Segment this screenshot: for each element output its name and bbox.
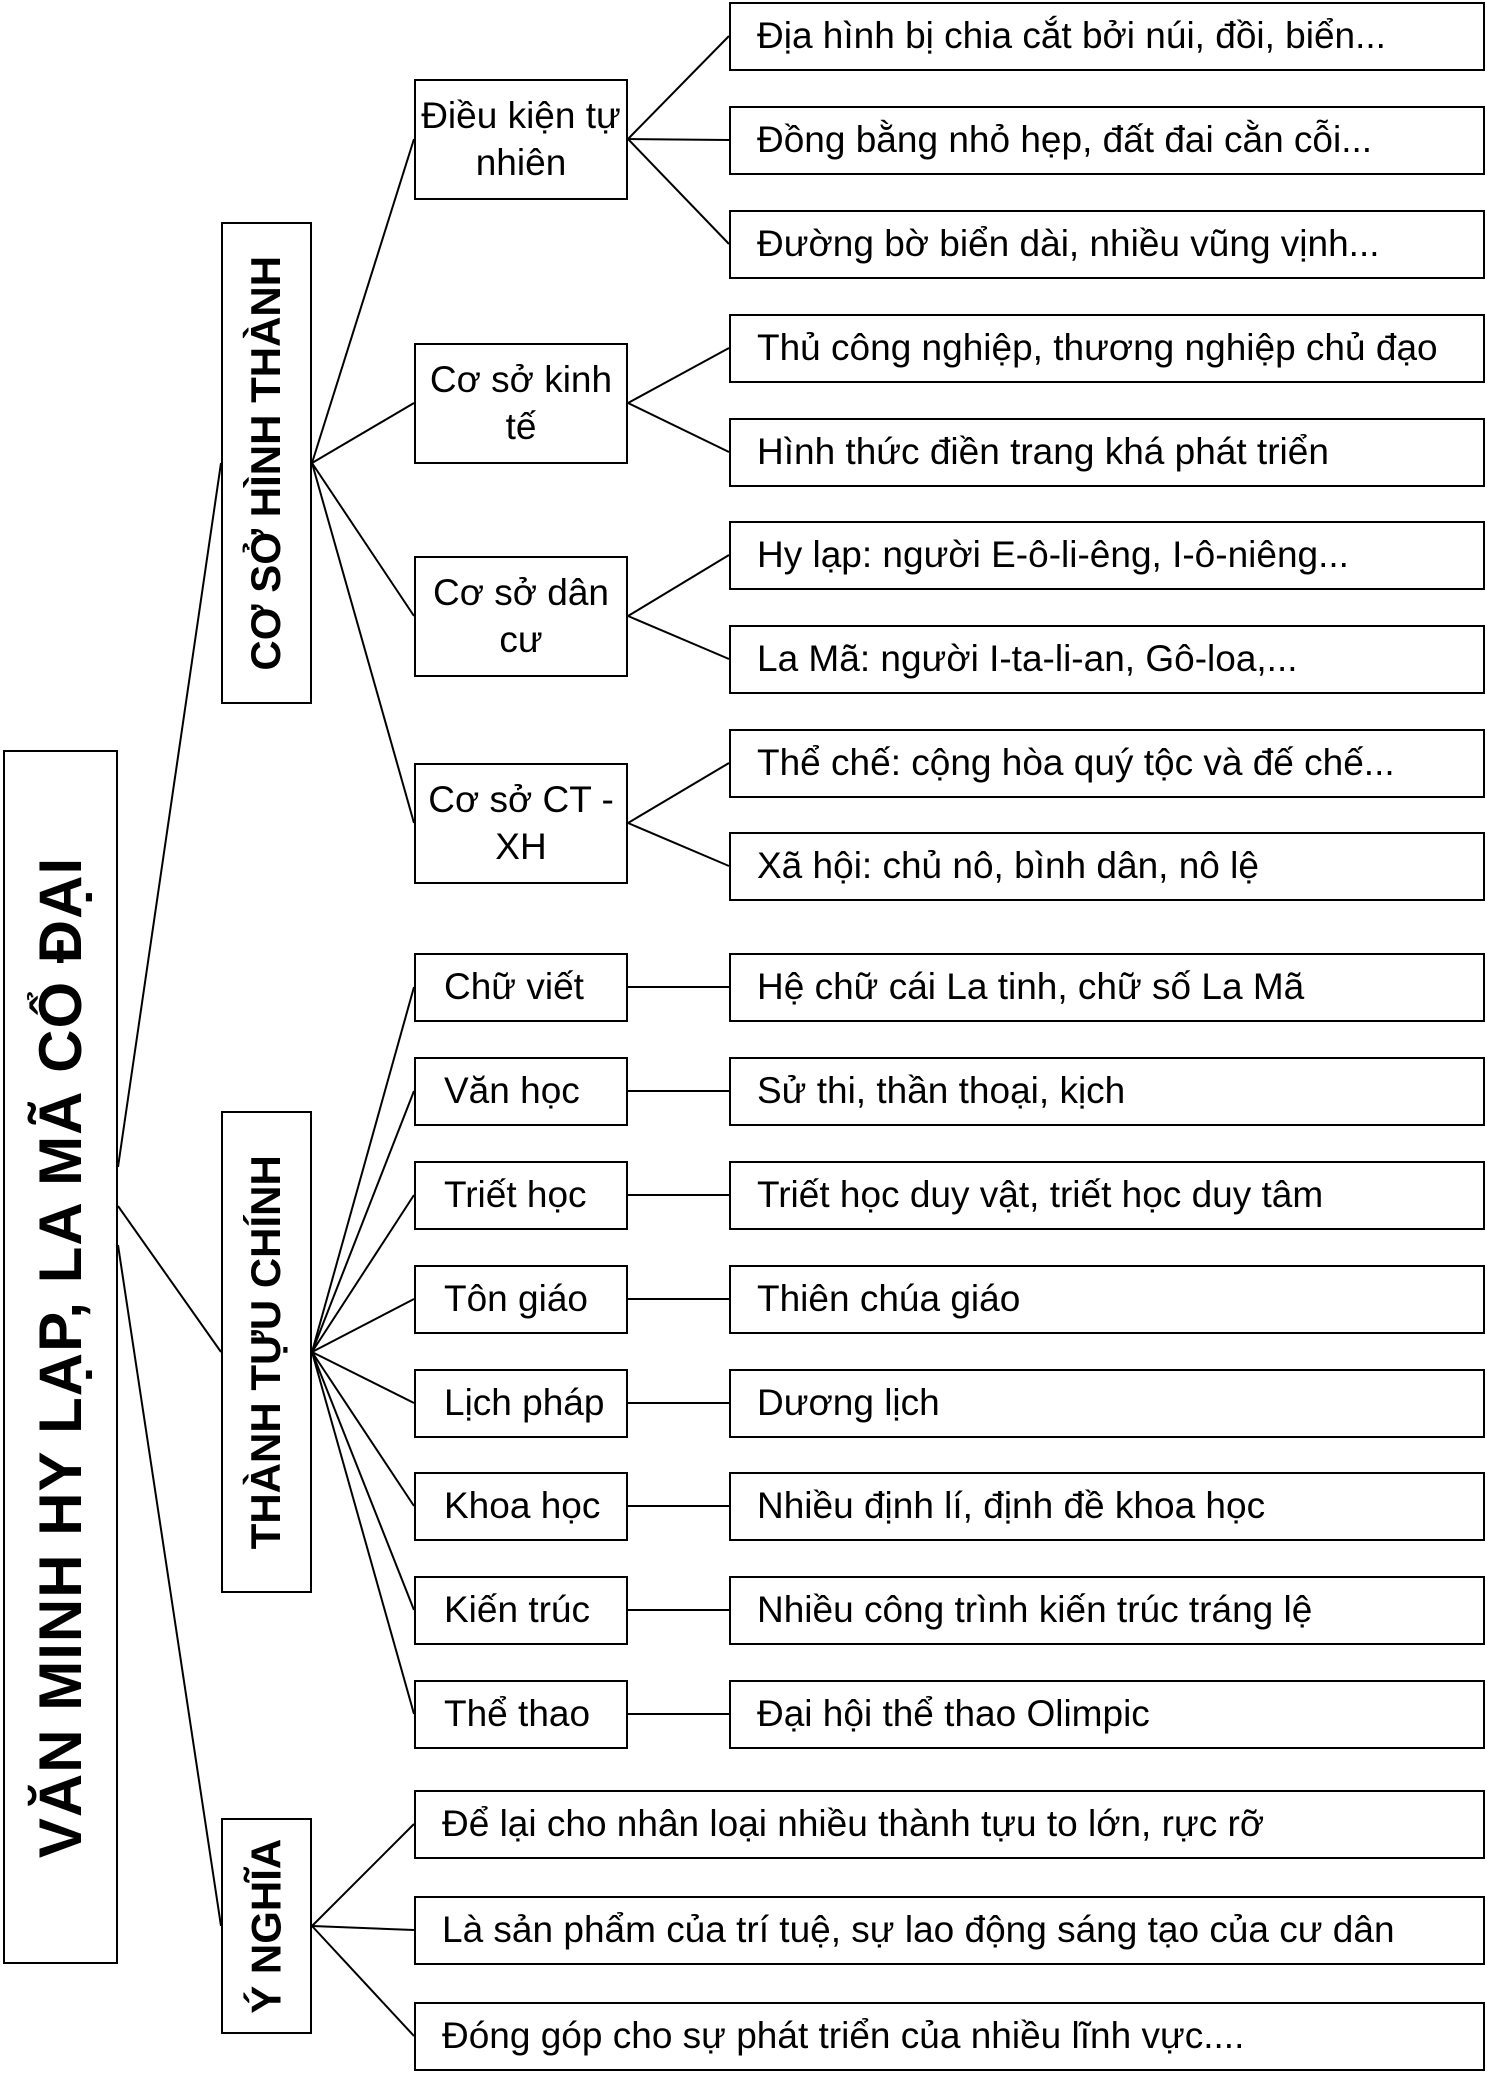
connector-line	[312, 139, 414, 463]
connector-line	[628, 823, 729, 866]
connector-line	[628, 555, 729, 616]
group-co-so-dan-cu	[414, 556, 628, 677]
detail-the-thao	[729, 1680, 1485, 1749]
detail-text: Sử thi, thần thoại, kịch	[757, 1070, 1126, 1112]
category-triet-hoc	[414, 1161, 628, 1230]
leaf-text: La Mã: người I-ta-li-an, Gô-loa,...	[757, 638, 1298, 680]
category-the-thao	[414, 1680, 628, 1749]
leaf-dong-bang	[729, 106, 1485, 175]
detail-chu-viet	[729, 953, 1485, 1022]
connector-line	[312, 1352, 414, 1714]
connector-line	[628, 616, 729, 659]
leaf-la-ma	[729, 625, 1485, 694]
connector-line	[628, 403, 729, 452]
category-kien-truc	[414, 1576, 628, 1645]
connector-line	[312, 1926, 414, 2036]
category-label: Triết học	[444, 1174, 587, 1216]
group-label: Cơ sở CT - XH	[428, 779, 614, 867]
item-text: Để lại cho nhân loại nhiều thành tựu to lớn, rực rỡ	[442, 1803, 1265, 1845]
connector-line	[312, 1926, 414, 1930]
connector-line	[628, 348, 729, 403]
group-co-so-kinh-te	[414, 343, 628, 464]
leaf-text: Thể chế: cộng hòa quý tộc và đế chế...	[757, 742, 1395, 784]
category-label: Tôn giáo	[444, 1278, 588, 1320]
detail-text: Nhiều công trình kiến trúc tráng lệ	[757, 1589, 1313, 1631]
section-thanh-tuu-chinh	[221, 1111, 312, 1593]
group-co-so-ct-xh	[414, 763, 628, 884]
connector-line	[628, 36, 729, 139]
detail-kien-truc	[729, 1576, 1485, 1645]
connector-line	[628, 139, 729, 140]
group-label: Điều kiện tự nhiên	[421, 95, 621, 183]
leaf-dien-trang	[729, 418, 1485, 487]
detail-triet-hoc	[729, 1161, 1485, 1230]
category-van-hoc	[414, 1057, 628, 1126]
leaf-dia-hinh	[729, 2, 1485, 71]
connector-line	[118, 463, 221, 1167]
detail-text: Hệ chữ cái La tinh, chữ số La Mã	[757, 966, 1305, 1008]
section-label: CƠ SỞ HÌNH THÀNH	[242, 255, 290, 671]
category-label: Chữ viết	[444, 966, 584, 1008]
root-label: VĂN MINH HY LẠP, LA MÃ CỔ ĐẠI	[27, 856, 94, 1858]
leaf-text: Địa hình bị chia cắt bởi núi, đồi, biển...	[757, 15, 1386, 57]
detail-lich-phap	[729, 1369, 1485, 1438]
y-nghia-item-2	[414, 1896, 1485, 1965]
connector-line	[312, 1091, 414, 1352]
leaf-duong-bo-bien	[729, 210, 1485, 279]
category-label: Lịch pháp	[444, 1382, 605, 1424]
detail-text: Dương lịch	[757, 1382, 940, 1424]
leaf-xa-hoi	[729, 832, 1485, 901]
item-text: Là sản phẩm của trí tuệ, sự lao động sáng tạo của cư dân	[442, 1909, 1395, 1951]
leaf-text: Đường bờ biển dài, nhiều vũng vịnh...	[757, 223, 1380, 265]
leaf-thu-cong-nghiep	[729, 314, 1485, 383]
y-nghia-item-1	[414, 1790, 1485, 1859]
leaf-text: Thủ công nghiệp, thương nghiệp chủ đạo	[757, 327, 1438, 369]
category-label: Kiến trúc	[444, 1589, 591, 1631]
detail-text: Thiên chúa giáo	[757, 1278, 1021, 1320]
root-node	[3, 750, 118, 1964]
detail-text: Triết học duy vật, triết học duy tâm	[757, 1174, 1324, 1216]
connector-line	[628, 763, 729, 823]
category-khoa-hoc	[414, 1472, 628, 1541]
leaf-text: Hy lạp: người E-ô-li-êng, I-ô-niêng...	[757, 534, 1349, 576]
detail-khoa-hoc	[729, 1472, 1485, 1541]
connector-line	[312, 1352, 414, 1403]
category-label: Văn học	[444, 1070, 580, 1112]
connector-line	[312, 463, 414, 616]
item-text: Đóng góp cho sự phát triển của nhiều lĩnh vực....	[442, 2015, 1245, 2057]
connector-line	[312, 1824, 414, 1926]
leaf-hy-lap	[729, 521, 1485, 590]
group-dieu-kien-tu-nhien	[414, 79, 628, 200]
category-label: Thể thao	[444, 1693, 591, 1735]
section-co-so-hinh-thanh	[221, 222, 312, 704]
connector-line	[312, 987, 414, 1352]
connector-line	[312, 1299, 414, 1352]
section-y-nghia	[221, 1818, 312, 2034]
group-label: Cơ sở kinh tế	[429, 359, 613, 447]
detail-ton-giao	[729, 1265, 1485, 1334]
section-label: THÀNH TỰU CHÍNH	[242, 1154, 290, 1550]
leaf-text: Xã hội: chủ nô, bình dân, nô lệ	[757, 845, 1259, 887]
category-chu-viet	[414, 953, 628, 1022]
detail-text: Đại hội thể thao Olimpic	[757, 1693, 1150, 1735]
detail-van-hoc	[729, 1057, 1485, 1126]
category-label: Khoa học	[444, 1485, 601, 1527]
connector-line	[312, 1195, 414, 1352]
y-nghia-item-3	[414, 2002, 1485, 2071]
detail-text: Nhiều định lí, định đề khoa học	[757, 1485, 1266, 1527]
leaf-the-che	[729, 729, 1485, 798]
connector-line	[312, 1352, 414, 1610]
category-lich-phap	[414, 1369, 628, 1438]
group-label: Cơ sở dân cư	[432, 572, 610, 660]
section-label: Ý NGHĨA	[242, 1838, 290, 2014]
connector-line	[118, 1206, 221, 1352]
category-ton-giao	[414, 1265, 628, 1334]
connector-line	[628, 139, 729, 244]
connector-line	[312, 463, 414, 823]
leaf-text: Đồng bằng nhỏ hẹp, đất đai cằn cỗi...	[757, 119, 1373, 161]
connector-line	[118, 1245, 221, 1926]
leaf-text: Hình thức điền trang khá phát triển	[757, 431, 1329, 473]
